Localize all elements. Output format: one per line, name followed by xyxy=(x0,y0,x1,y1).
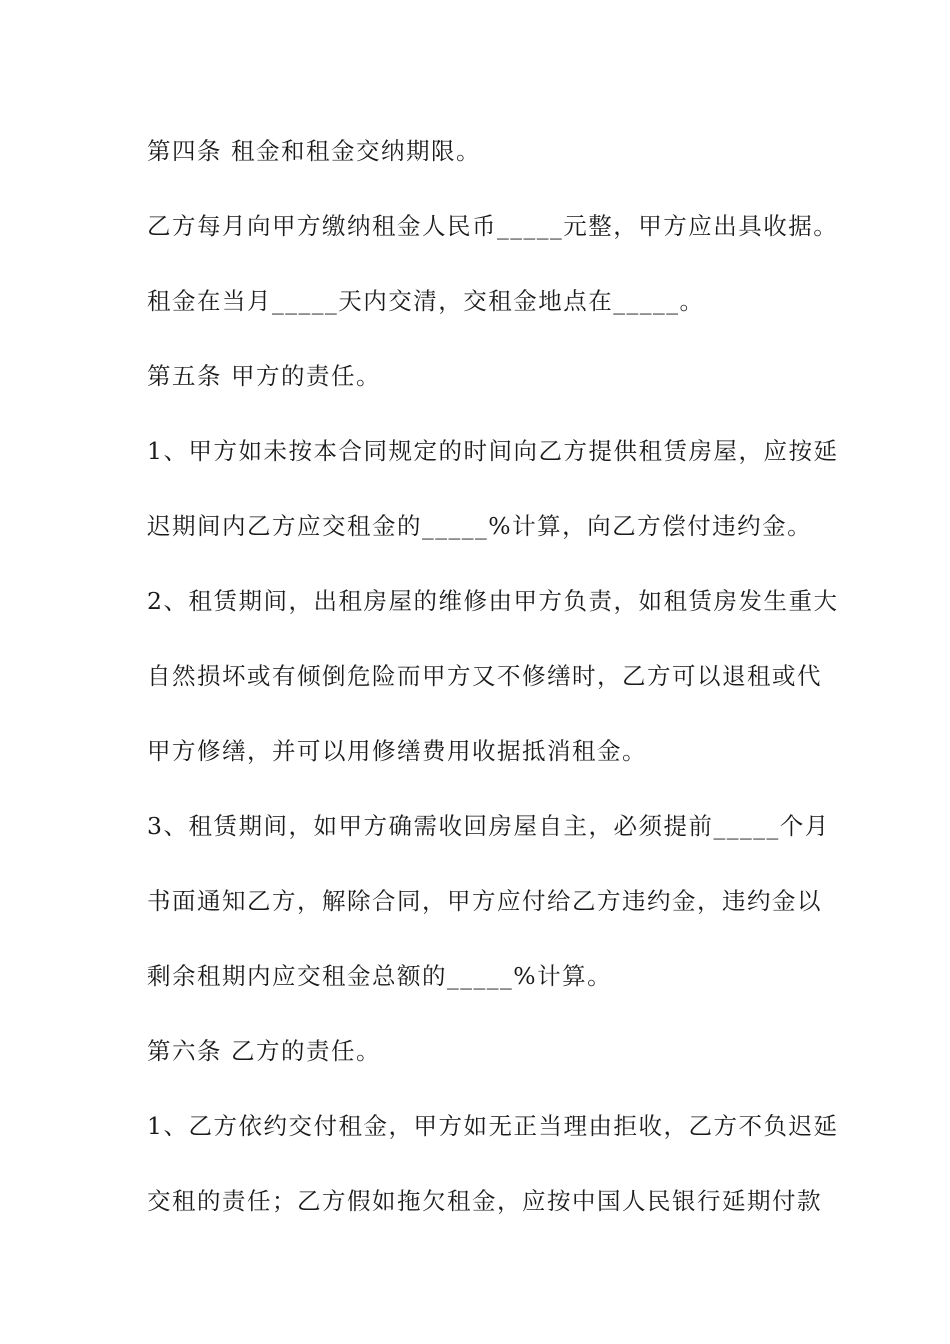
paragraph-line: 1、甲方如未按本合同规定的时间向乙方提供租赁房屋，应按延 xyxy=(147,437,839,465)
paragraph-line: 3、租赁期间，如甲方确需收回房屋自主，必须提前_____个月 xyxy=(147,812,830,840)
article-4-heading: 第四条 租金和租金交纳期限。 xyxy=(147,137,481,165)
paragraph-line: 乙方每月向甲方缴纳租金人民币_____元整，甲方应出具收据。 xyxy=(147,212,839,240)
paragraph-line: 2、租赁期间，出租房屋的维修由甲方负责，如租赁房发生重大 xyxy=(147,587,839,615)
paragraph-line: 1、乙方依约交付租金，甲方如无正当理由拒收，乙方不负迟延 xyxy=(147,1112,839,1140)
paragraph-line: 自然损坏或有倾倒危险而甲方又不修缮时，乙方可以退租或代 xyxy=(147,662,822,690)
paragraph-line: 书面通知乙方，解除合同，甲方应付给乙方违约金，违约金以 xyxy=(147,887,822,915)
article-6-heading: 第六条 乙方的责任。 xyxy=(147,1037,381,1065)
paragraph-line: 迟期间内乙方应交租金的_____%计算，向乙方偿付违约金。 xyxy=(147,512,813,540)
paragraph-line: 剩余租期内应交租金总额的_____%计算。 xyxy=(147,962,613,990)
paragraph-line: 甲方修缮，并可以用修缮费用收据抵消租金。 xyxy=(147,737,647,765)
article-5-heading: 第五条 甲方的责任。 xyxy=(147,362,381,390)
paragraph-line: 租金在当月_____天内交清，交租金地点在_____。 xyxy=(147,287,705,315)
paragraph-line: 交租的责任；乙方假如拖欠租金，应按中国人民银行延期付款 xyxy=(147,1187,822,1215)
